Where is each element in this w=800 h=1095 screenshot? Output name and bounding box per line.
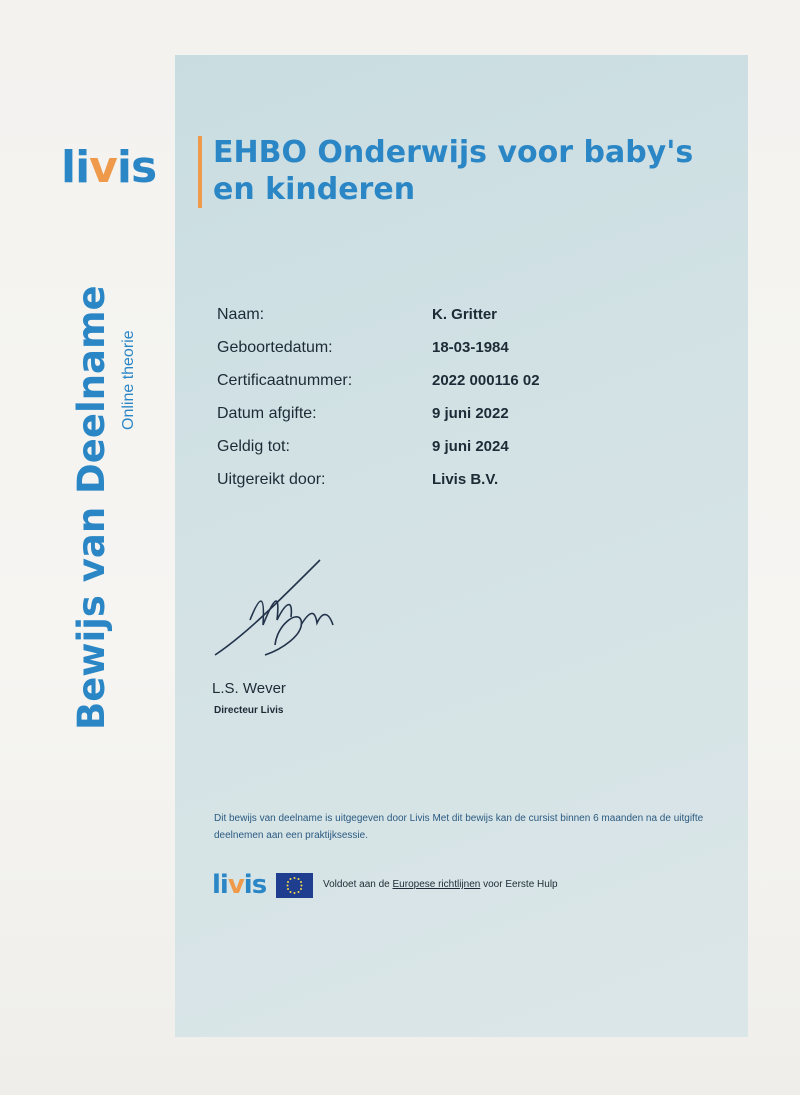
detail-value: Livis B.V.	[432, 471, 499, 488]
detail-label: Uitgereikt door:	[217, 471, 326, 488]
detail-value: 18-03-1984	[432, 339, 509, 356]
detail-value: 9 juni 2022	[432, 405, 509, 422]
detail-label: Geboortedatum:	[217, 339, 333, 356]
signer-role: Directeur Livis	[214, 705, 284, 716]
eu-flag-icon	[276, 873, 313, 898]
detail-row-issue-date	[217, 405, 697, 438]
signature-image	[205, 555, 345, 665]
side-title: Bewijs van Deelname	[70, 285, 113, 730]
detail-row-valid-until	[217, 438, 697, 471]
livis-logo: livis	[61, 142, 157, 193]
detail-row-birthdate	[217, 339, 697, 372]
title-accent-bar	[198, 136, 202, 208]
side-heading	[70, 280, 170, 740]
detail-label: Certificaatnummer:	[217, 372, 353, 389]
compliance-link[interactable]: Europese richtlijnen	[392, 879, 481, 890]
certificate-title: EHBO Onderwijs voor baby's en kinderen	[213, 135, 694, 207]
detail-label: Naam:	[217, 306, 265, 323]
compliance-text: Voldoet aan de Europese richtlijnen voor Eerste Hulp	[323, 879, 558, 890]
detail-value: 2022 000116 02	[432, 372, 540, 389]
details-table	[217, 306, 697, 504]
detail-row-certificate-number	[217, 372, 697, 405]
footer-note: Dit bewijs van deelname is uitgegeven door Livis Met dit bewijs kan de cursist binnen 6 maanden na de uitgifte deelnemen aan een praktijksessie.	[214, 813, 704, 841]
detail-label: Datum afgifte:	[217, 405, 317, 422]
signer-name: L.S. Wever	[212, 680, 286, 697]
livis-logo-small: livis	[212, 870, 267, 900]
detail-value: K. Gritter	[432, 306, 498, 323]
detail-value: 9 juni 2024	[432, 438, 509, 455]
detail-row-name	[217, 306, 697, 339]
detail-row-issued-by	[217, 471, 697, 504]
detail-label: Geldig tot:	[217, 438, 290, 455]
side-subtitle: Online theorie	[120, 330, 137, 430]
